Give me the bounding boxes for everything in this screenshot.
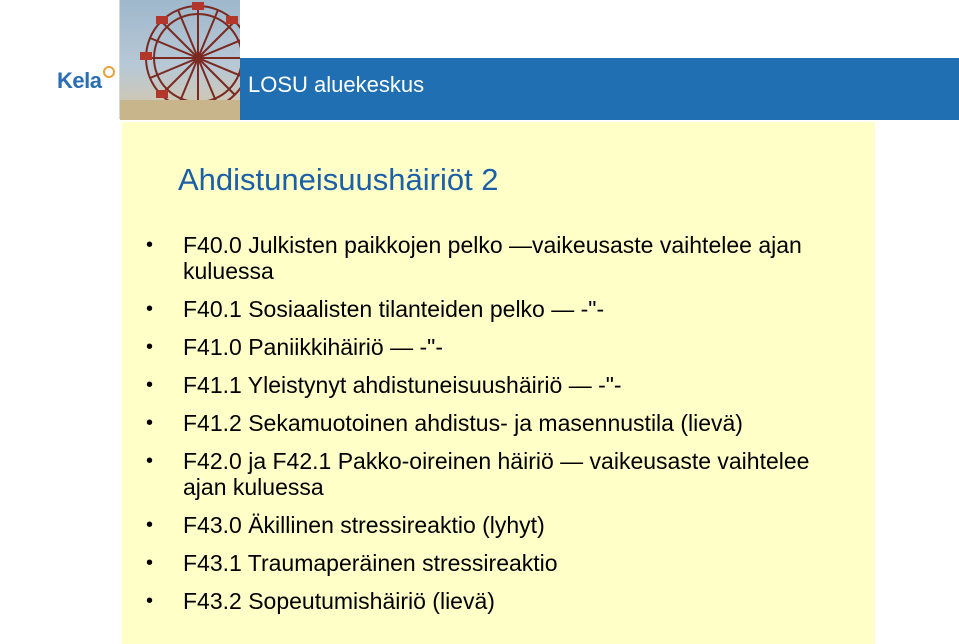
- list-item: • F40.0 Julkisten paikkojen pelko —vaikeusaste vaihtelee ajan kuluessa: [146, 232, 846, 284]
- list-item: • F41.0 Paniikkihäiriö — -"-: [146, 334, 846, 360]
- header-banner: [240, 58, 959, 120]
- kela-logo: [0, 0, 120, 119]
- ferris-wheel-icon: [120, 0, 240, 120]
- ferris-wheel-photo: [120, 0, 240, 120]
- list-item: • F40.1 Sosiaalisten tilanteiden pelko — -"-: [146, 296, 846, 322]
- logo-text: Kela: [57, 68, 102, 93]
- banner-title: LOSU aluekeskus: [248, 72, 425, 97]
- list-item: • F41.1 Yleistynyt ahdistuneisuushäiriö — -"-: [146, 372, 846, 398]
- list-item: • F43.1 Traumaperäinen stressireaktio: [146, 550, 846, 576]
- logo-mark-icon: [103, 66, 115, 78]
- list-item: • F43.2 Sopeutumishäiriö (lievä): [146, 588, 846, 614]
- slide-header: [0, 0, 959, 120]
- list-item: • F41.2 Sekamuotoinen ahdistus- ja masennustila (lievä): [146, 410, 846, 436]
- list-item: • F42.0 ja F42.1 Pakko-oireinen häiriö — vaikeusaste vaihtelee ajan kuluessa: [146, 448, 846, 500]
- bullet-list: [146, 232, 846, 626]
- list-item: • F43.0 Äkillinen stressireaktio (lyhyt): [146, 512, 846, 538]
- slide-title: Ahdistuneisuushäiriöt 2: [178, 162, 499, 197]
